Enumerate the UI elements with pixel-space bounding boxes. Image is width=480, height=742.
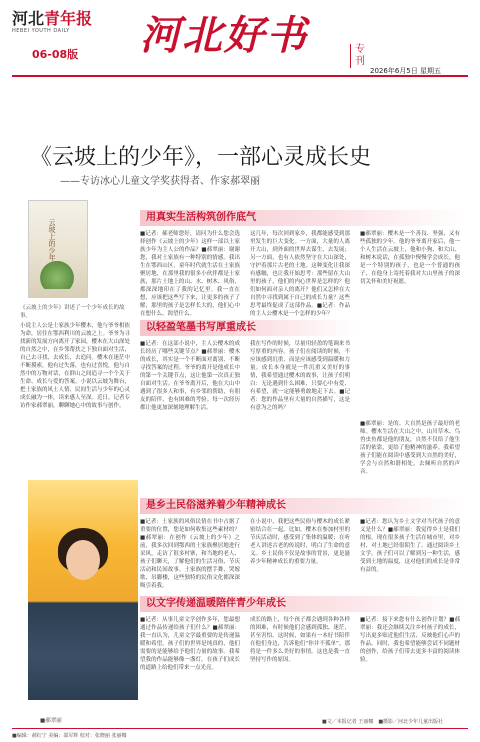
section-1-col-2: 这几年，每次回到家乡，我都能感受到那里发生的巨大变化。一方面，大量的人离开大山，到外面的世界去谋生、去发展；另一方面，也有人依然坚守在大山深处，守护着那片古老的土地。这种变化让我深有感触，也让我开始思考：那些留在大山里的孩子，他们的内心世界是怎样的？他们如何面对亲人的离开？他们又怎样在大自然中寻找到属于自己的成长力量？这些思考最终促成了这部作品。■记者：作品的主人公樱木是一个怎样的少年？ bbox=[250, 231, 350, 317]
section-1-col-3: ■郝翠丽：樱木是一个善良、坚强，又有些孤独的少年。他的爷爷离开家后，他一个人生活在云坡上，他和小狗、和大山、和树木说话，在孤独中慢慢学会成长。他是一个特别的孩子，也是一个普通的孩子，在他身上寄托着我对大山里孩子的深切关怀和美好祝愿。 bbox=[360, 231, 460, 285]
book-caption: 《云坡上的少年》讲述了一个少年成长的故事。 bbox=[20, 305, 125, 319]
section-2-col-2: 我在写作的时候，尽量用轻盈的笔调来书写厚重的内容。孩子们在阅读的时候，不应该感到沉重，而是应该感受到温暖和力量。成长本身就是一件沉重又美好的事情，我希望通过樱木的故事，让孩子们明白：无论遇到什么困难，只要心中有爱、有希望，就一定能够勇敢地走下去。■记者：您的作品里有大量的自然描写，这是有意为之的吗？ bbox=[250, 341, 350, 411]
book-cover-title: 云坡上的少年 bbox=[48, 219, 56, 261]
book-cover-illustration bbox=[35, 261, 79, 289]
book-cover-image bbox=[28, 200, 88, 298]
logo-hebei: 河北 bbox=[12, 9, 45, 28]
section-4-col-1: ■记者：从事儿童文学创作多年，您最想通过作品传递给孩子们什么？■郝翠丽：我一直认为，儿童文学最重要的是传递温暖和希望。孩子们的世界是纯真的，他们需要的是能够给予他们力量的故事。我希望我的作品能够像一盏灯，在孩子们成长的道路上给他们带来一点光亮。 bbox=[140, 617, 240, 671]
logo-youth-daily: 青年报 bbox=[44, 9, 93, 28]
header-rule bbox=[12, 75, 468, 77]
editor-credits: ■编辑：郝红宁 美编：邵军辉 校对：张晓丽 张丽娜 bbox=[12, 733, 127, 739]
footer-rule bbox=[12, 728, 468, 729]
section-title-1: 用真实生活构筑创作底气 bbox=[140, 210, 466, 226]
supplement-label: 专刊 bbox=[350, 44, 373, 68]
section-3-col-2: 在小说中，我把这些民俗与樱木的成长紧密结合在一起。比如，樱木在参加村里的节庆活动时，感受到了集体的温暖；在听老人讲述古老的传说时，明白了生命的意义。乡土民俗不仅是故事的背景，更是滋养少年精神成长的重要力量。 bbox=[250, 519, 350, 565]
section-4-col-3: ■记者：接下来您有什么创作计划？■郝翠丽：我还会继续关注乡村孩子的成长，写出更多贴近他们生活、反映他们心声的作品。同时，我也希望能够尝试不同题材的创作，给孩子们带去更多丰富的阅读体验。 bbox=[360, 617, 460, 663]
subheadline: ——专访冰心儿童文学奖获得者、作家郝翠丽 bbox=[60, 176, 260, 187]
photo-caption: ■郝翠丽 bbox=[40, 718, 62, 724]
issue-date: 2026年6月5日 星期五 bbox=[370, 67, 441, 75]
section-2-col-3: ■郝翠丽：是的。大自然是孩子最好的老师。樱木生活在大山之中，山川草木、鸟兽虫鱼都是他的朋友，自然不仅给了他生活的依靠，更给了他精神的滋养。我希望孩子们能在阅读中感受到大自然的美好，学会与自然和谐相处，去倾听自然的声音。 bbox=[360, 421, 460, 475]
author-photo bbox=[28, 480, 138, 700]
logo-subtitle: HEBEI YOUTH DAILY bbox=[12, 28, 70, 34]
section-4-col-2: 成长的路上，每个孩子都会遇到各种各样的困难，有时候他们会感到孤独、迷茫，甚至害怕。这时候，如果有一本好书陪伴在他们身边，告诉他们“你并不孤单”，那将是一件多么美好的事情。这也是我一直坚持写作的原因。 bbox=[250, 617, 350, 663]
section-title-2: 以轻盈笔墨书写厚重成长 bbox=[140, 320, 356, 336]
section-3-col-3: ■记者：您认为乡土文学对当代孩子的意义是什么？■郝翠丽：我觉得乡土是我们的根。现在很多孩子生活在城市里，对乡村、对土地已经很陌生了。通过阅读乡土文学，孩子们可以了解到另一种生活，感受到土地的温度，这对他们的成长是非常有益的。 bbox=[360, 519, 460, 573]
newspaper-logo bbox=[12, 10, 102, 50]
section-title-3: 是乡土民俗滋养着少年精神成长 bbox=[140, 498, 466, 514]
photo-face bbox=[66, 540, 100, 580]
headline: 《云坡上的少年》，一部心灵成长史 bbox=[30, 145, 372, 170]
intro-text: 小说主人公是土家族少年樱木，他与爷爷相依为命，居住在鄂西利川的云坡之上。爷爷为寻找新的发展方向离开了家园，樱木在大山深处的自然之中，在乡邻帮扶之下独自面对生活，自己去寻找、去成长、去追问。樱木在迷茫中不断摸索，他有过失落，也有过喜悦，他与自然中的万物对话，在群山之间追寻一个个关于生命、成长与爱的答案。小说以云坡为舞台，把土家族的风土人情、民间生活与少年的心灵成长融为一体，读来感人至深。近日，记者专访作家郝翠丽，聊聊她心中的故事与创作。 bbox=[20, 323, 130, 409]
supplement-title: 河北好书 bbox=[140, 13, 308, 59]
edition-pages: 06-08版 bbox=[32, 48, 79, 61]
section-2-col-1: ■记者：在这部小说中，主人公樱木的成长经历了哪些关键节点？■郝翠丽：樱木的成长，其实是一个不断面对离别、不断寻找答案的过程。爷爷的离开是他成长中的第一个关键节点，这让他第一次真正独自面对生活。在爷爷离开后，他在大山中遇到了很多人和事，有乡邻的帮助，有朋友的陪伴，也有困难的考验。每一次经历都让他更加深刻地理解生活。 bbox=[140, 341, 240, 411]
section-1-col-1: ■记者：郝老师您好，请问为什么您会选择创作《云坡上的少年》这样一部以土家族少年为主人公的作品？■郝翠丽：谢谢您，我对土家族有一种特别的情感。我出生在鄂西山区，童年时代就生活在土家族聚居地，在那里我的很多小伙伴都是土家族，那片土地上的山、水、树木、风俗，都深深地印在了我的记忆里。我一直在想，应该把这些写下来，让更多的孩子了解，那里的孩子是怎样长大的，他们心中在想什么、渴望什么。 bbox=[140, 231, 240, 317]
section-3-col-1: ■记者：土家族的风俗民情在书中占据了重要的位置，您是如何收集这些素材的？■郝翠丽：在创作《云坡上的少年》之前，我多次回到鄂西的土家族聚居地进行采风，走访了很多村寨，和当地的老人、孩子们聊天，了解他们的生活习俗、节庆活动和民间故事。土家族的摆手舞、哭嫁歌、吊脚楼，这些独特的民俗文化都深深吸引着我。 bbox=[140, 519, 240, 588]
byline: ■文／本报记者 王丽娜 ■摄影／河北少年儿童出版社 bbox=[322, 719, 444, 725]
section-title-4: 以文字传递温暖陪伴青少年成长 bbox=[140, 596, 466, 612]
